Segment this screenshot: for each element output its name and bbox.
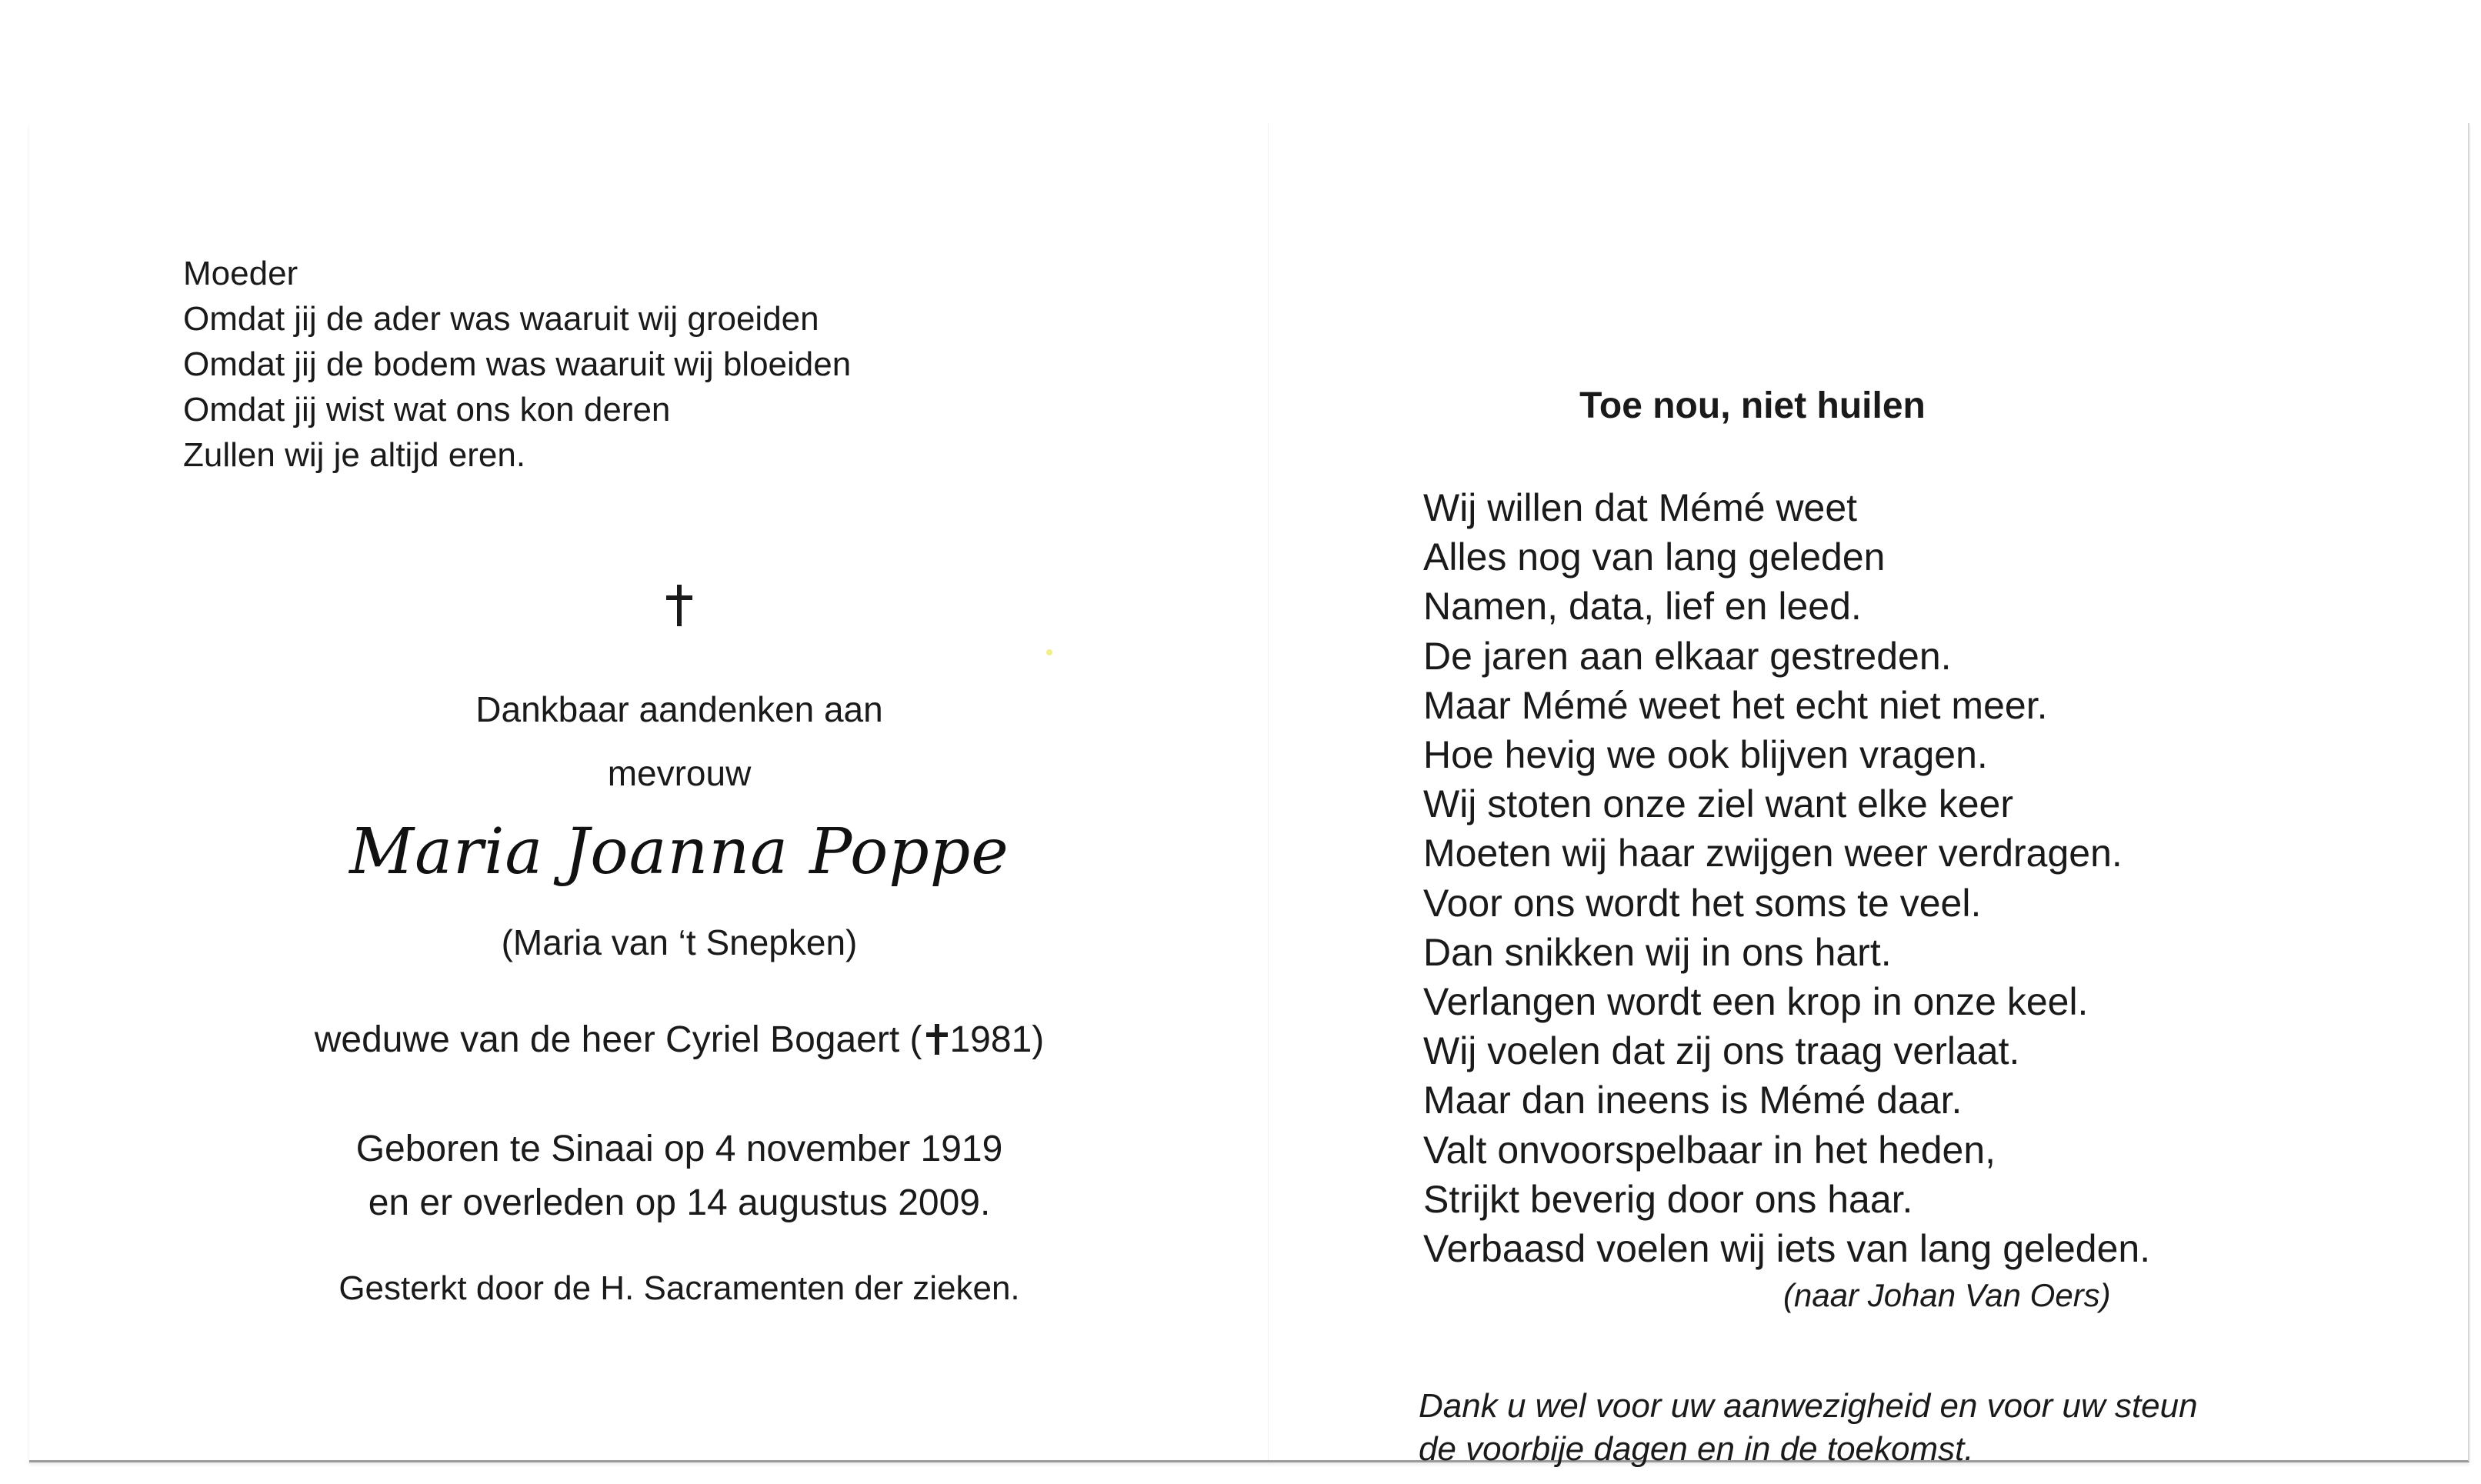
memorial-title: mevrouw bbox=[607, 753, 752, 793]
card-fold bbox=[1268, 123, 1269, 1460]
poem-line: Omdat jij de ader was waaruit wij groeiden bbox=[183, 300, 819, 338]
poem-line: Alles nog van lang geleden bbox=[1423, 535, 1886, 579]
meme-poem bbox=[1423, 483, 2150, 1273]
poem-line: Moeten wij haar zwijgen weer verdragen. bbox=[1423, 832, 2123, 875]
poem-line: Namen, data, lief en leed. bbox=[1423, 585, 1862, 629]
sacraments-line: Gesterkt door de H. Sacramenten der zieken. bbox=[338, 1269, 1020, 1307]
mother-poem bbox=[183, 251, 851, 478]
poem-attribution: (naar Johan Van Oers) bbox=[1783, 1277, 2111, 1313]
poem-line: Verbaasd voelen wij iets van lang geleden. bbox=[1423, 1227, 2151, 1271]
death-line: en er overleden op 14 augustus 2009. bbox=[368, 1182, 991, 1223]
poem-line: Dan snikken wij in ons hart. bbox=[1423, 930, 1892, 974]
memorial-intro: Dankbaar aandenken aan bbox=[475, 689, 883, 729]
poem-line: Moeder bbox=[183, 255, 298, 292]
poem-line: De jaren aan elkaar gestreden. bbox=[1423, 634, 1952, 678]
cross-container bbox=[145, 585, 1214, 654]
cross-icon bbox=[666, 585, 692, 626]
poem-line: Verlangen wordt een krop in onze keel. bbox=[1423, 980, 2089, 1024]
poem-line: Hoe hevig we ook blijven vragen. bbox=[1423, 733, 1988, 777]
poem-line: Wij stoten onze ziel want elke keer bbox=[1423, 782, 2014, 826]
poem-line: Maar Mémé weet het echt niet meer. bbox=[1423, 683, 2048, 727]
widow-year: 1981) bbox=[949, 1019, 1045, 1060]
poem-line: Maar dan ineens is Mémé daar. bbox=[1423, 1079, 1962, 1122]
poem-title: Toe nou, niet huilen bbox=[1579, 385, 1926, 426]
thanks-line: de voorbije dagen en in de toekomst. bbox=[1419, 1430, 1974, 1468]
deceased-nickname: (Maria van ‘t Snepken) bbox=[501, 922, 858, 962]
poem-line: Voor ons wordt het soms te veel. bbox=[1423, 881, 1982, 925]
memorial-card bbox=[29, 123, 2469, 1468]
birth-line: Geboren te Sinaai op 4 november 1919 bbox=[355, 1129, 1003, 1169]
widow-text: weduwe van de heer Cyriel Bogaert ( bbox=[314, 1019, 922, 1060]
widow-line bbox=[145, 1015, 1214, 1065]
thank-you-note bbox=[1419, 1385, 2198, 1471]
thanks-line: Dank u wel voor uw aanwezigheid en voor uw steun bbox=[1419, 1387, 2198, 1425]
deceased-name: Maria Joanna Poppe bbox=[349, 815, 1009, 889]
dagger-icon bbox=[926, 1024, 948, 1055]
poem-line: Wij willen dat Mémé weet bbox=[1423, 486, 1858, 529]
poem-line: Omdat jij de bodem was waaruit wij bloeiden bbox=[183, 345, 852, 383]
poem-line: Zullen wij je altijd eren. bbox=[183, 436, 526, 474]
poem-line: Strijkt beverig door ons haar. bbox=[1423, 1177, 1913, 1221]
poem-line: Omdat jij wist wat ons kon deren bbox=[183, 391, 671, 429]
poem-line: Wij voelen dat zij ons traag verlaat. bbox=[1423, 1029, 2020, 1073]
poem-line: Valt onvoorspelbaar in het heden, bbox=[1423, 1128, 1996, 1172]
